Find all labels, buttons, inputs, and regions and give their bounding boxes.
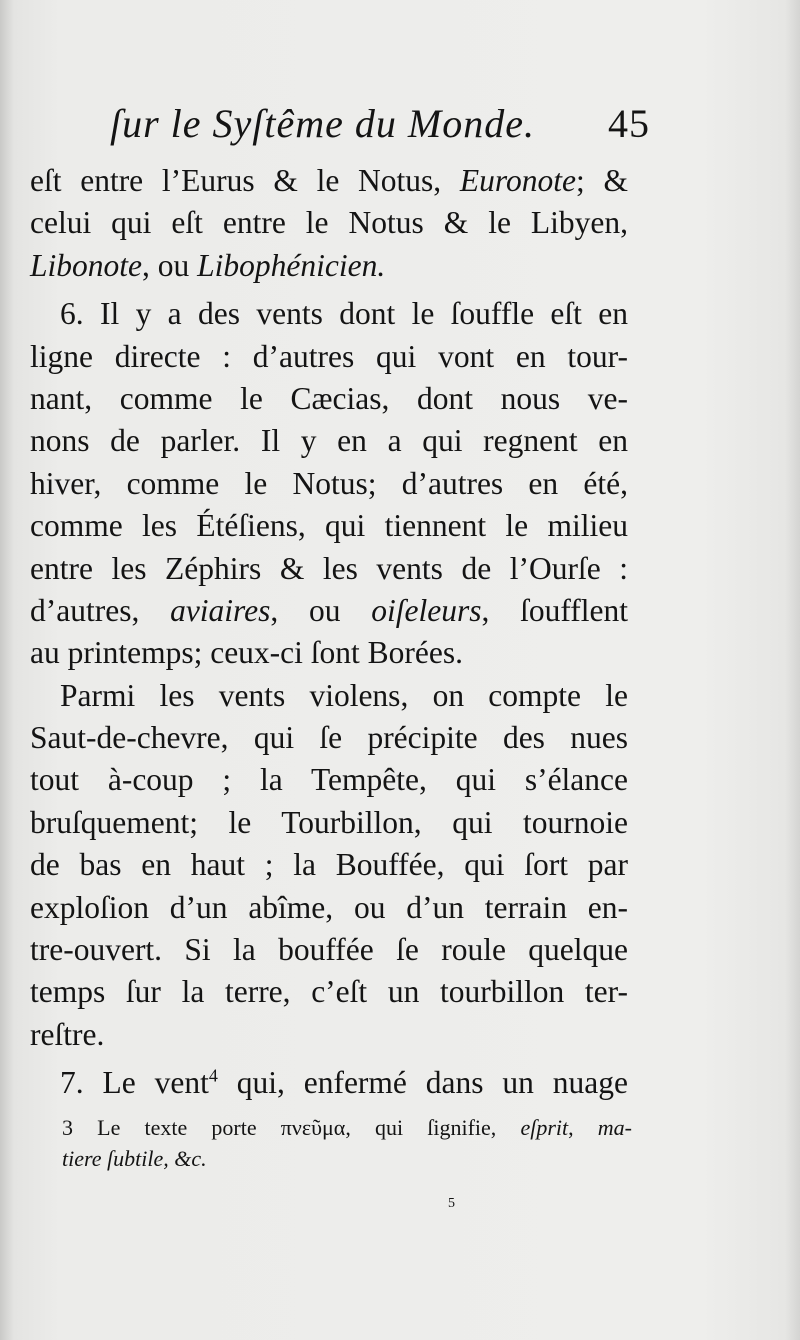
text-line: reſtre. [30, 1016, 105, 1052]
italic-term: Libophénicien. [197, 247, 386, 283]
running-header [100, 100, 660, 160]
italic-term: eſprit [520, 1115, 569, 1140]
text-line: temps ſur la terre, c’eſt un tourbillon ter- [30, 974, 628, 1010]
text-line [30, 160, 628, 202]
text-line [30, 245, 628, 287]
text-span: qui, enfermé dans un nuage [217, 1065, 628, 1101]
footnote [62, 1112, 632, 1174]
text-span: d’autres, [30, 592, 171, 628]
text-line [30, 590, 628, 632]
footnote-line: tiere ſubtile, &c. [62, 1146, 207, 1171]
footnote-line [62, 1112, 632, 1143]
text-span: eſt entre l’Eurus & le Notus, [30, 163, 460, 198]
text-line: tout à-coup ; la Tempête, qui s’élance [30, 762, 628, 798]
page-number: 45 [608, 101, 650, 146]
text-line: tre-ouvert. Si la bouffée ſe roule quelque [30, 932, 628, 968]
text-line: exploſion d’un abîme, ou d’un terrain en- [30, 889, 628, 925]
text-line: comme les Étéſiens, qui tiennent le milieu [30, 508, 628, 544]
paragraph-start-6: 6. Il y a des vents dont le ſouffle eſt en [60, 296, 628, 332]
text-span: 7. Le vent [60, 1065, 209, 1101]
greek-term: πνεῦμα [280, 1115, 346, 1140]
text-line: nant, comme le Cæcias, dont nous ve- [30, 380, 628, 416]
text-line: celui qui eſt entre le Notus & le Libyen, [30, 205, 628, 241]
italic-term: Euronote [459, 163, 576, 198]
signature-mark: 5 [448, 1196, 455, 1211]
text-line: entre les Zéphirs & les vents de l’Ourſe : [30, 550, 628, 586]
text-span: , ſoufflent [481, 592, 628, 628]
text-span: , ou [142, 247, 198, 283]
text-line: bruſquement; le Tourbillon, qui tournoie [30, 804, 628, 840]
text-span: 3 Le texte porte [62, 1115, 281, 1140]
italic-term: aviaires [170, 592, 271, 628]
footnote-reference: 4 [208, 1065, 218, 1086]
text-line: de bas en haut ; la Bouffée, qui ſort par [30, 847, 628, 883]
text-line: au printemps; ceux-ci ſont Borées. [30, 635, 464, 671]
body-text [30, 160, 628, 1105]
text-line: nons de parler. Il y en a qui regnent en [30, 423, 628, 459]
text-span: , [568, 1115, 598, 1140]
text-line: ligne directe : d’autres qui vont en tour- [30, 338, 628, 374]
text-line: hiver, comme le Notus; d’autres en été, [30, 465, 628, 501]
text-span: ; & [576, 163, 628, 198]
text-line: Saut-de-chevre, qui ſe précipite des nues [30, 720, 628, 756]
italic-term: oiſeleurs [371, 592, 482, 628]
running-title: ſur le Syſtême du Monde. [110, 101, 535, 146]
text-span: , ou [270, 592, 372, 628]
paragraph-start-7 [30, 1062, 628, 1104]
paragraph-start-violent-winds: Parmi les vents violens, on compte le [60, 677, 628, 713]
italic-term: ma- [597, 1115, 633, 1140]
italic-term: Libonote [30, 247, 143, 283]
text-span: , qui ſignifie, [345, 1115, 521, 1140]
